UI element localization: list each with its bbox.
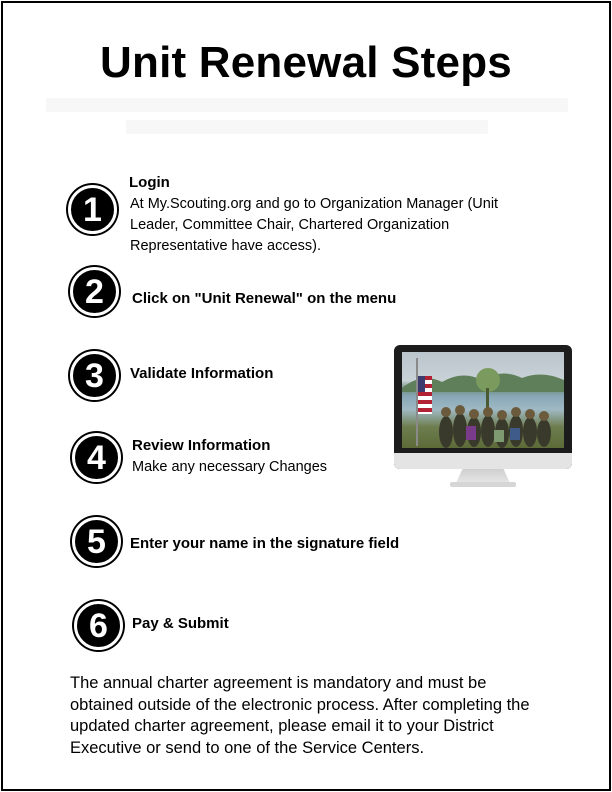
faded-subtitle-line [126, 120, 488, 134]
step-2-heading: Click on "Unit Renewal" on the menu [132, 290, 397, 307]
step-1-heading: Login [129, 174, 170, 191]
scout-group-photo [402, 352, 564, 448]
step-4-badge: 4 [72, 433, 121, 482]
step-6-heading: Pay & Submit [132, 615, 229, 632]
page-title: Unit Renewal Steps [100, 38, 512, 87]
step-3-badge: 3 [70, 351, 119, 400]
step-4-body: Make any necessary Changes [132, 459, 328, 475]
step-5-badge: 5 [72, 517, 121, 566]
step-5-heading: Enter your name in the signature field [130, 535, 400, 552]
step-1-body: At My.Scouting.org and go to Organization Manager (Unit Leader, Committee Chair, Chartered Organization Representative have access). [130, 196, 499, 254]
step-4-heading: Review Information [132, 437, 271, 454]
step-3-heading: Validate Information [130, 365, 274, 382]
step-1-badge: 1 [68, 185, 117, 234]
step-2-badge: 2 [70, 267, 119, 316]
footer-paragraph: The annual charter agreement is mandatory and must be obtained outside of the electronic process. After completing the updated charter agreement, please email it to your District Executive or send to one of the Service Centers. [70, 674, 530, 757]
faded-subtitle-line [46, 98, 568, 112]
step-6-badge: 6 [74, 601, 123, 650]
photo-illustration [402, 352, 564, 448]
monitor-photo-icon [394, 345, 572, 489]
monitor-chin [394, 453, 572, 469]
monitor-stand [456, 469, 510, 483]
monitor-base [450, 482, 516, 487]
